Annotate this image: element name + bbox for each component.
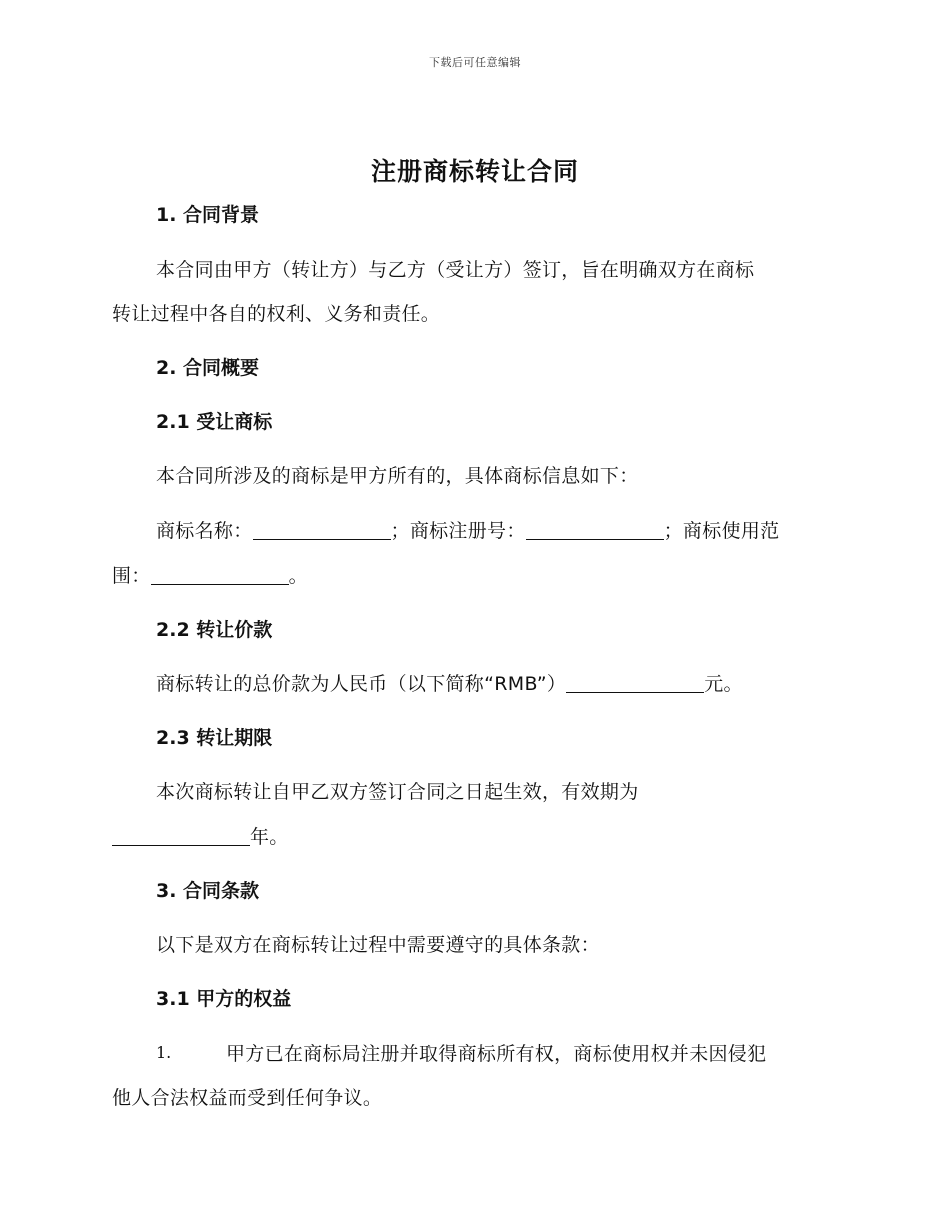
- section-2-1-intro: 本合同所涉及的商标是甲方所有的，具体商标信息如下：: [156, 465, 639, 487]
- section-3-1-heading: 3.1 甲方的权益: [156, 988, 292, 1010]
- usage-scope-label: ；商标使用范: [663, 520, 780, 542]
- term-years-blank[interactable]: [112, 827, 250, 846]
- section-2-1-heading: 2.1 受让商标: [156, 411, 273, 433]
- header-note: 下载后可任意编辑: [429, 56, 521, 69]
- transfer-price-line: [156, 669, 743, 696]
- document-title: 注册商标转让合同: [370, 157, 579, 186]
- section-1-paragraph-line-1: 本合同由甲方（转让方）与乙方（受让方）签订，旨在明确双方在商标: [156, 259, 755, 281]
- registration-number-label: ；商标注册号：: [390, 520, 526, 542]
- list-item-line-1: 甲方已在商标局注册并取得商标所有权，商标使用权并未因侵犯: [226, 1043, 767, 1065]
- transfer-term-line-1: 本次商标转让自甲乙双方签订合同之日起生效，有效期为: [156, 781, 639, 803]
- section-2-heading: 2. 合同概要: [156, 357, 260, 379]
- term-years-unit: 年。: [250, 826, 289, 848]
- section-3-intro: 以下是双方在商标转让过程中需要遵守的具体条款：: [156, 934, 600, 956]
- transfer-price-unit: 元。: [704, 673, 743, 695]
- section-1-heading: 1. 合同背景: [156, 204, 260, 226]
- transfer-price-text: 商标转让的总价款为人民币（以下简称“RMB”）: [156, 673, 567, 695]
- section-2-3-heading: 2.3 转让期限: [156, 727, 273, 749]
- section-2-2-heading: 2.2 转让价款: [156, 619, 273, 641]
- trademark-info-line-1: [156, 516, 779, 543]
- transfer-price-blank[interactable]: [566, 674, 704, 693]
- usage-scope-label-end: 围：: [112, 565, 151, 587]
- section-1-paragraph-line-2: 转让过程中各自的权利、义务和责任。: [112, 303, 441, 325]
- registration-number-blank[interactable]: [526, 521, 664, 540]
- list-item-line-2: 他人合法权益而受到任何争议。: [112, 1087, 383, 1109]
- list-item-number: 1.: [156, 1043, 172, 1062]
- trademark-name-blank[interactable]: [253, 521, 391, 540]
- trademark-name-label: 商标名称：: [156, 520, 253, 542]
- transfer-term-line-2: [112, 822, 289, 849]
- sentence-end: 。: [288, 565, 308, 587]
- usage-scope-blank[interactable]: [151, 566, 289, 585]
- section-3-heading: 3. 合同条款: [156, 880, 260, 902]
- trademark-info-line-2: [112, 561, 308, 588]
